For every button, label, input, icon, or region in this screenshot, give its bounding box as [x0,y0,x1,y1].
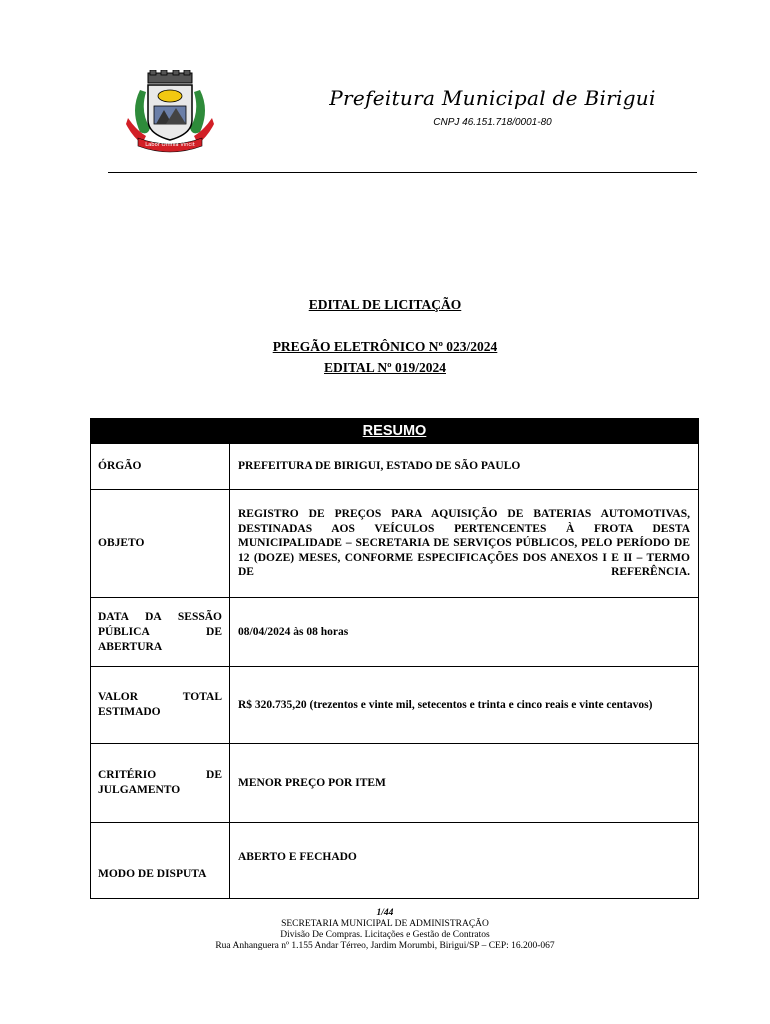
row-label: ÓRGÃO [91,444,230,489]
row-label: VALOR TOTAL ESTIMADO [91,667,230,743]
pregao-number: PREGÃO ELETRÔNICO Nº 023/2024 [272,339,498,354]
institution-name: Prefeitura Municipal de Birigui [329,86,656,110]
row-value: PREFEITURA DE BIRIGUI, ESTADO DE SÃO PAULO [238,460,521,473]
row-label: MODO DE DISPUTA [91,823,230,898]
row-label: CRITÉRIO DE JULGAMENTO [91,744,230,822]
municipal-coat-of-arms-icon [126,70,214,154]
footer-address: Rua Anhanguera nº 1.155 Andar Térreo, Jardim Morumbi, Birigui/SP – CEP: 16.200-067 [215,941,555,951]
footer-division: Divisão De Compras. Licitações e Gestão de Contratos [280,930,490,940]
row-value [230,490,698,597]
summary-row-data-sessao [91,597,698,666]
row-value: ABERTO E FECHADO [238,851,357,863]
footer-department: SECRETARIA MUNICIPAL DE ADMINISTRAÇÃO [281,919,489,929]
row-value: R$ 320.735,20 (trezentos e vinte mil, setecentos e trinta e cinco reais e vinte centavos) [238,698,653,711]
page-footer [0,908,770,952]
document-heading: EDITAL DE LICITAÇÃO [308,297,462,312]
row-label: DATA DA SESSÃO PÚBLICA DE ABERTURA [91,598,230,666]
row-value: MENOR PREÇO POR ITEM [238,776,386,789]
summary-row-criterio [91,743,698,822]
header-divider [108,172,697,173]
summary-table [90,418,699,899]
page-number: 1/44 [376,908,394,918]
row-value: 08/04/2024 às 08 horas [238,625,349,638]
summary-row-objeto [91,489,698,597]
summary-title: RESUMO [91,419,698,443]
summary-row-orgao [91,443,698,489]
row-label: OBJETO [91,490,230,597]
row-value-text: REGISTRO DE PREÇOS PARA AQUISIÇÃO DE BATERIAS AUTOMOTIVAS, DESTINADAS AOS VEÍCULOS PERTENCENTES À FROTA DESTA MUNICIPALIDADE – SECRETARIA DE SERVIÇOS PÚBLICOS, PELO PERÍODO DE 12 (DOZE) MESES, CONFORME ESPECIFICAÇÕES DOS ANEXOS I E II – TERMO DE REFERÊNCIA. [238,508,690,579]
summary-row-modo-disputa [91,822,698,898]
summary-row-valor [91,666,698,743]
edital-number: EDITAL Nº 019/2024 [324,360,446,375]
institution-cnpj: CNPJ 46.151.718/0001-80 [433,117,552,128]
crest-motto: Labor Omnia Vincit [145,142,195,148]
